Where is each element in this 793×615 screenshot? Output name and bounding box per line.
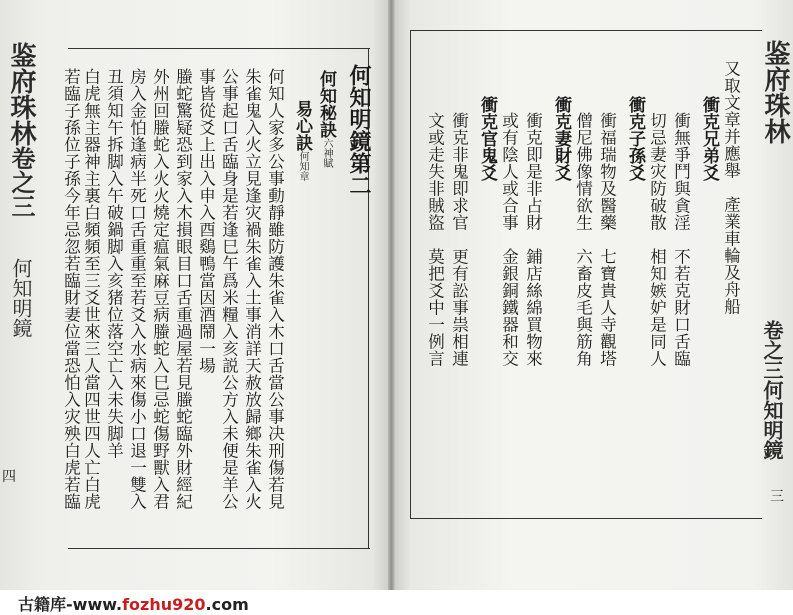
right-text-column-4: 切忌妻灾防破散 相知嫉妒是同人	[647, 112, 667, 367]
right-band-book: 鉴府珠林	[760, 40, 790, 144]
left-band-book: 鉴府珠林	[6, 42, 36, 146]
right-bottom-rule	[410, 518, 762, 519]
right-text-column-12: 衝克非鬼即求官 更有訟事祟相連	[449, 112, 469, 367]
right-text-column-1: 又取文章并應舉 產業車輪及舟船	[721, 60, 741, 315]
right-text-column-6: 衝福瑞物及醫藥 七寶貴人寺觀塔	[597, 112, 617, 367]
right-page-number: 三	[770, 489, 784, 505]
left-text-column-9: 白虎無主器神主裏白頻頻至三爻世來三人當四世四人亡白虎	[81, 68, 101, 510]
right-text-column-3: 衝無爭鬥與貪淫 不若克財口舌臨	[671, 112, 691, 367]
subheading-secret: 何知秘訣	[316, 70, 336, 138]
right-band-volume: 卷之三	[760, 320, 784, 380]
heading-descendant-line: 衝克子孫爻	[625, 96, 645, 181]
right-band-lower	[757, 320, 787, 460]
right-text-column-7: 僧尼佛像情欲生 六畜皮毛與筋角	[573, 112, 593, 367]
left-text-column-2: 朱雀鬼入火立見逢灾禍朱雀入土事消詳天赦放歸鄉朱雀入火	[242, 68, 262, 510]
left-page-number: 四	[2, 469, 16, 485]
heading-brother-line: 衝克兄弟爻	[699, 96, 719, 181]
watermark-text: 古籍库-www.fozhu920.com	[18, 595, 249, 614]
left-band-page: 何知明鏡	[9, 258, 33, 338]
note-six-spirits: 六神賦	[321, 138, 332, 168]
left-text-column-8: 丑須知午拆脚入午破鍋脚入亥猪位落空亡入未失脚羊	[104, 68, 124, 459]
left-text-column-3: 公事起口舌臨身是若逢巳午爲米糧入亥説公方入未便是羊公	[219, 68, 239, 510]
left-text-column-7: 房入金怕逢病半死口舌重重至若爻入水病來傷小口退一雙入	[127, 68, 147, 510]
note-hezhi: 何知章	[297, 151, 308, 181]
left-text-column-1: 何知人家多公事動靜雖防護朱雀入木口舌當公事决刑傷若見	[265, 68, 285, 510]
left-top-rule	[68, 48, 370, 49]
right-text-column-13: 文或走失非賊盜 莫把爻中一例言	[425, 112, 445, 367]
watermark-suffix: .com	[205, 595, 249, 614]
heading-official-line: 衝克官鬼爻	[477, 96, 497, 181]
right-text-column-10: 或有陰人或合事 金銀銅鐵器和交	[499, 112, 519, 367]
section-heading: 何知明鏡第二	[346, 64, 372, 196]
right-top-rule	[410, 30, 762, 31]
watermark-prefix: www.	[72, 595, 123, 614]
heading-wealth-line: 衝克妻財爻	[551, 96, 571, 181]
left-bottom-rule	[68, 548, 370, 549]
left-text-column-4: 事皆從爻上出入申入酉鷄鴨當因酒鬧一場	[196, 68, 216, 374]
left-text-column-10: 若臨子孫位子孫今年忌忽若臨財妻位當恐怕入灾殃白虎若臨	[61, 68, 81, 510]
book-gutter	[388, 0, 395, 590]
watermark-site-name: fozhu920	[122, 595, 206, 614]
right-band-title	[757, 40, 793, 144]
watermark-site-cn: 古籍库	[18, 595, 67, 614]
left-band-volume: 卷之三	[7, 146, 36, 218]
watermark-footer	[0, 590, 793, 613]
right-text-column-9: 衝克即是非占財 鋪店絲綿買物來	[523, 112, 543, 367]
left-text-column-6: 外州回螣蛇入火火燒定瘟氣麻豆病螣蛇入巳忌蛇傷野獸入君	[150, 68, 170, 510]
subheading-easy: 易心訣	[292, 100, 312, 151]
right-band-page: 何知明鏡	[760, 380, 784, 460]
left-text-column-5: 螣蛇驚疑恐到家入木損眼目口舌重過屋若見螣蛇臨外財經紀	[173, 68, 193, 510]
